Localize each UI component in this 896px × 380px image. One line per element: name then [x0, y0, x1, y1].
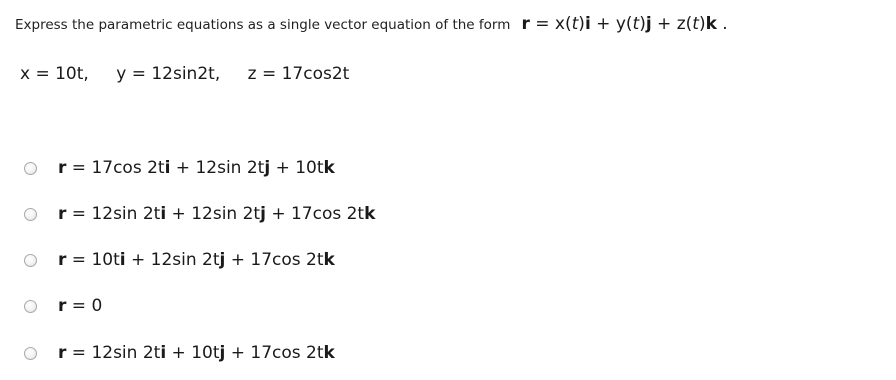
term-k: + 17cos 2t: [225, 343, 324, 363]
unit-i: i: [160, 343, 167, 363]
equation-z: z = 17cos2t: [247, 64, 350, 84]
option-label[interactable]: [58, 343, 335, 363]
radio-button[interactable]: [24, 347, 37, 360]
form-eq: = x(: [529, 14, 572, 34]
term-i: = 17cos 2t: [66, 158, 165, 178]
radio-button[interactable]: [24, 254, 37, 267]
form-k: k: [705, 14, 717, 34]
term-j: + 10t: [166, 343, 220, 363]
unit-k: k: [364, 204, 376, 224]
option-label[interactable]: [58, 158, 335, 178]
term-i: = 12sin 2t: [66, 343, 161, 363]
term-j: + 12sin 2t: [170, 158, 265, 178]
unit-j: j: [260, 204, 266, 224]
unit-i: i: [164, 158, 171, 178]
option-4[interactable]: [24, 296, 102, 316]
equation-x: x = 10t,: [20, 64, 89, 84]
form-r: r: [521, 14, 530, 34]
form-i: i: [584, 14, 591, 34]
unit-k: k: [323, 250, 335, 270]
vector-r: r: [58, 158, 67, 178]
option-2[interactable]: [24, 204, 375, 224]
radio-button[interactable]: [24, 162, 37, 175]
form-p2: ): [639, 14, 646, 34]
option-label[interactable]: [58, 296, 102, 316]
question-prompt: [15, 14, 728, 34]
vector-r: r: [58, 343, 67, 363]
unit-j: j: [264, 158, 271, 178]
vector-form: [521, 14, 727, 34]
vector-r: r: [58, 204, 67, 224]
term-k: + 17cos 2t: [225, 250, 324, 270]
vector-r: r: [58, 250, 67, 270]
unit-j: j: [219, 250, 226, 270]
radio-button[interactable]: [24, 300, 37, 313]
form-p1: ): [578, 14, 585, 34]
unit-i: i: [160, 204, 167, 224]
form-t1: t: [571, 14, 579, 34]
term-i: = 0: [66, 296, 103, 316]
vector-r: r: [58, 296, 67, 316]
unit-j: j: [219, 343, 226, 363]
term-j: + 12sin 2t: [166, 204, 261, 224]
option-label[interactable]: [58, 250, 335, 270]
form-plus1: + y(: [590, 14, 633, 34]
term-k: + 10t: [270, 158, 324, 178]
option-3[interactable]: [24, 250, 335, 270]
term-j: + 12sin 2t: [125, 250, 220, 270]
parametric-equations: [20, 64, 371, 84]
term-k: + 17cos 2t: [265, 204, 365, 224]
form-dot: .: [716, 14, 728, 34]
form-t3: t: [692, 14, 699, 34]
option-1[interactable]: [24, 158, 335, 178]
form-p3: ): [698, 14, 706, 34]
option-5[interactable]: [24, 343, 335, 363]
form-j: j: [645, 14, 652, 34]
form-plus2: + z(: [651, 14, 693, 34]
option-label[interactable]: [58, 204, 375, 224]
form-t2: t: [632, 14, 640, 34]
unit-k: k: [323, 343, 335, 363]
unit-k: k: [323, 158, 335, 178]
equation-y: y = 12sin2t,: [116, 64, 221, 84]
prompt-text: Express the parametric equations as a single vector equation of the form: [15, 17, 511, 33]
term-i: = 10t: [66, 250, 120, 270]
unit-i: i: [119, 250, 126, 270]
term-i: = 12sin 2t: [66, 204, 161, 224]
radio-button[interactable]: [24, 208, 37, 221]
